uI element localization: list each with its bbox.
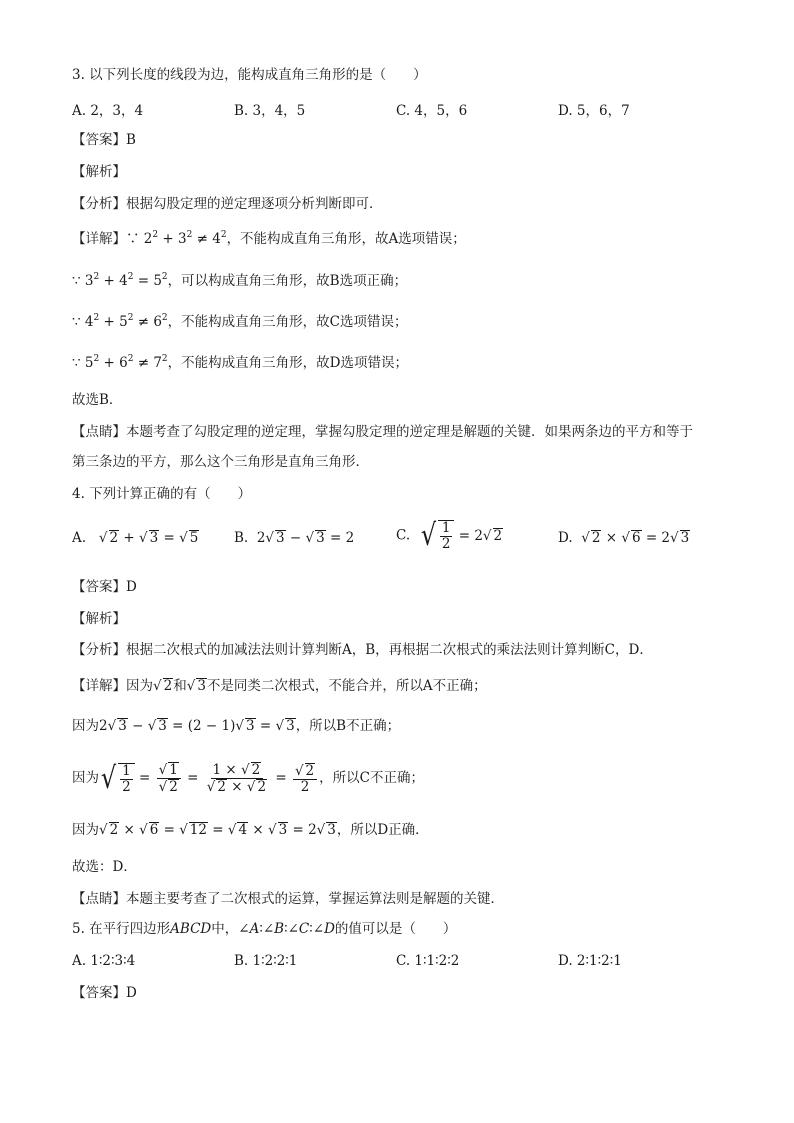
q3-option-b: B. 3，4，5	[234, 103, 306, 119]
q4-jiexi: 【解析】	[72, 611, 126, 627]
q4-detail-3: 因为 √ $\frac{1}{2}$ = $\frac{√ 1}{√ 2}$ = $\frac{1 \times √ 2}{√ 2 \times √ 2}$ = $\frac{√ 2}{2}$ ，所以C不正确；	[72, 760, 424, 796]
q3-options	[72, 99, 722, 117]
q4-fenxi: 【分析】根据二次根式的加减法法则计算判断A，B，再根据二次根式的乘法法则计算判断C，D．	[72, 642, 653, 658]
q4-detail-2: 因为2√ 3 − √ 3 = (2 − 1)√ 3 = √ 3，所以B不正确；	[72, 718, 401, 734]
q3-dianjing-2: 第三条边的平方，那么这个三角形是直角三角形．	[72, 454, 369, 470]
q3-detail-2: ∵ $3^2 + 4^2 = 5^2$，可以构成直角三角形，故B选项正确；	[72, 272, 408, 289]
q5-options	[72, 953, 722, 971]
q4-dianjing: 【点睛】本题主要考查了二次根式的运算，掌握运算法则是解题的关键．	[72, 891, 504, 907]
q4-options	[72, 518, 722, 558]
q3-detail-1: 【详解】∵ $2^2 + 3^2 \ne 4^2$，不能构成直角三角形，故A选项错误；	[72, 230, 466, 247]
q5-answer: 【答案】D	[72, 985, 137, 1001]
q5-option-a: A. 1∶2∶3∶4	[72, 953, 136, 969]
q4-conclusion: 故选：D．	[72, 859, 137, 875]
q4-option-a: A. √ 2 + √ 3 = √ 5	[72, 530, 199, 546]
q3-option-c: C. 4，5，6	[396, 103, 468, 119]
q3-conclusion: 故选B．	[72, 392, 123, 408]
q4-option-d: D. √ 2 × √ 6 = 2√ 3	[558, 530, 690, 546]
q3-option-d: D. 5，6，7	[558, 103, 630, 119]
q3-title: 3. 以下列长度的线段为边，能构成直角三角形的是（ ）	[72, 67, 427, 83]
q4-answer: 【答案】D	[72, 579, 137, 595]
q3-detail-4: ∵ $5^2 + 6^2 \ne 7^2$，不能构成直角三角形，故D选项错误；	[72, 354, 408, 371]
q3-jiexi: 【解析】	[72, 164, 126, 180]
q5-title: 5. 在平行四边形ABCD中，∠A∶∠B∶∠C∶∠D的值可以是（ ）	[72, 921, 457, 937]
q3-fenxi: 【分析】根据勾股定理的逆定理逐项分析判断即可．	[72, 196, 383, 212]
q5-option-b: B. 1∶2∶2∶1	[234, 953, 298, 969]
q3-detail-3: ∵ $4^2 + 5^2 \ne 6^2$，不能构成直角三角形，故C选项错误；	[72, 313, 408, 330]
q4-option-b: B. 2√ 3 − √ 3 = 2	[234, 530, 355, 546]
q5-option-c: C. 1∶1∶2∶2	[396, 953, 460, 969]
q4-detail-1: 【详解】因为√ 2和√ 3不是同类二次根式，不能合并，所以A不正确；	[72, 678, 487, 694]
q4-option-c: C. √ $\frac{1}{2}$ = 2√ 2	[396, 518, 503, 553]
q3-answer: 【答案】B	[72, 132, 136, 148]
q3-dianjing-1: 【点睛】本题考查了勾股定理的逆定理，掌握勾股定理的逆定理是解题的关键．如果两条边的平方和等于	[72, 424, 693, 440]
q3-option-a: A. 2，3，4	[72, 103, 144, 119]
q4-detail-4: 因为√ 2 × √ 6 = √ 12 = √ 4 × √ 3 = 2√ 3，所以D正确．	[72, 822, 429, 838]
q5-option-d: D. 2∶1∶2∶1	[558, 953, 622, 969]
q4-title: 4. 下列计算正确的有（ ）	[72, 486, 252, 502]
